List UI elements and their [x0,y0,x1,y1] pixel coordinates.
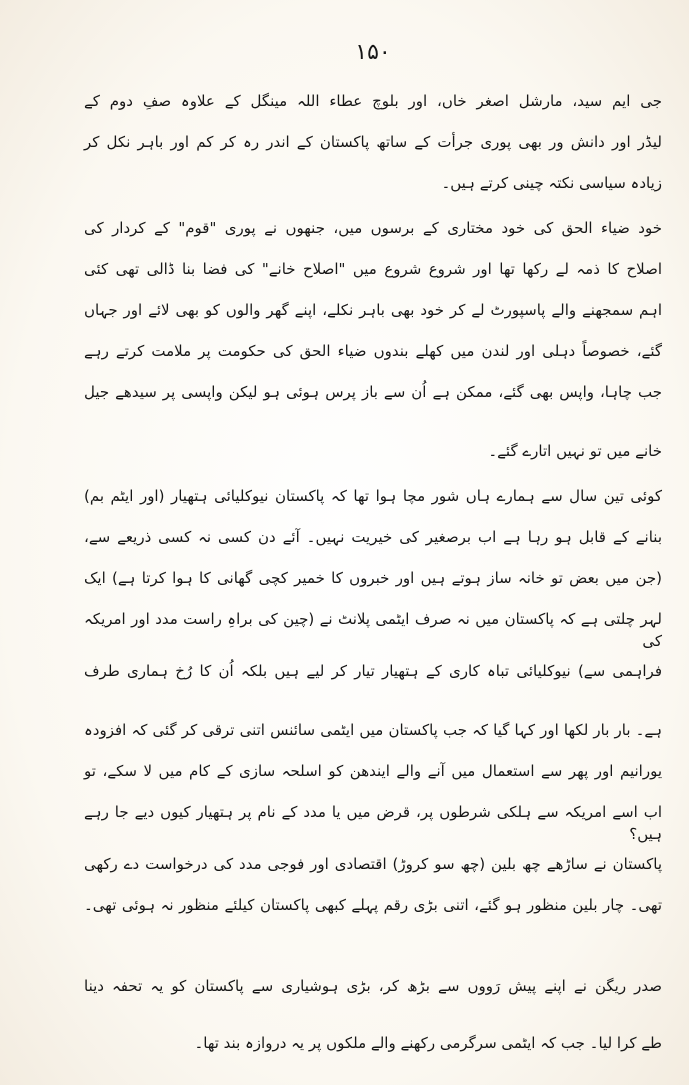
paragraph-2 [84,209,662,473]
page-number: ۱۵۰ [355,40,391,65]
text-line: فراہمی سے) نیوکلیائی تباہ کاری کے ہتھیار تیار کر لیے ہیں بلکہ اُن کا رُخ ہماری طرف [84,662,662,680]
text-line: کوئی تین سال سے ہمارے ہاں شور مچا ہوا تھا کہ پاکستان نیوکلیائی ہتھیار (اور ایٹم بم) [84,487,662,505]
paragraph-4 [84,967,662,1065]
text-line: لہر چلتی ہے کہ پاکستان میں نہ صرف ایٹمی پلانٹ نے (چین کی براہِ راست مدد اور امریکہ کی [84,610,662,650]
text-line: طے کرا لیا۔ جب کہ ایٹمی سرگرمی رکھنے والے ملکوں پر یہ دروازہ بند تھا۔ [194,1034,662,1052]
text-line: جب چاہا، واپس بھی گئے، ممکن ہے اُن سے باز پرس ہوئی ہو لیکن واپسی پر سیدھے جیل [84,383,662,401]
text-line: زیادہ سیاسی نکتہ چینی کرتے ہیں۔ [441,174,662,192]
paragraph-3 [84,477,662,927]
text-line: یورانیم اور پھر سے استعمال میں آنے والے ایندھن کو اسلحہ سازی کے کام میں لا سکے، تو [84,762,662,780]
text-line: خود ضیاء الحق کی خود مختاری کے برسوں میں، جنھوں نے پوری "قوم" کے کردار کی [84,219,662,237]
text-line: اب اسے امریکہ سے ہلکی شرطوں پر، قرض میں یا مدد کے نام پر ہتھیار کیوں دیے جا رہے ہیں؟ [84,803,662,843]
paragraph-1 [84,82,662,205]
text-line: جی ایم سید، مارشل اصغر خاں، اور بلوچ عطاء اللہ مینگل کے علاوہ صفِ دوم کے [84,92,662,110]
text-line: گئے، خصوصاً دہلی اور لندن میں کھلے بندوں ضیاء الحق کی حکومت پر ملامت کرتے رہے [84,342,662,360]
text-line: خانے میں تو نہیں اتارے گئے۔ [488,442,662,460]
text-line: پاکستان نے ساڑھے چھ بلین (چھ سو کروڑ) اقتصادی اور فوجی مدد کی درخواست دے رکھی [84,855,662,873]
text-line: ہے۔ بار بار لکھا اور کہا گیا کہ جب پاکستان میں ایٹمی سائنس اتنی ترقی کر گئی کہ افزودہ [84,721,662,739]
text-line: بنانے کے قابل ہو رہا ہے اب برصغیر کی خیریت نہیں۔ آئے دن کسی نہ کسی ذریعے سے، [84,528,662,546]
text-line: لیڈر اور دانش ور بھی پوری جرأت کے ساتھ پاکستان کے اندر رہ کر کم اور باہر نکل کر [84,133,662,151]
text-line: اصلاح کا ذمہ لے رکھا تھا اور شروع شروع میں "اصلاح خانے" کی فضا بنا ڈالی تھی کئی [84,260,662,278]
text-line: تھی۔ چار بلین منظور ہو گئے، اتنی بڑی رقم پہلے کبھی پاکستان کیلئے منظور نہ ہوئی تھی۔ [84,896,662,914]
text-line: اہم سمجھنے والے پاسپورٹ لے کر خود بھی باہر نکلے، اپنے گھر والوں کو بھی لائے اور جہاں [84,301,662,319]
text-line: صدر ریگن نے اپنے پیش رَووں سے بڑھ کر، بڑی ہوشیاری سے پاکستان کو یہ تحفہ دینا [84,977,662,995]
text-line: (جن میں بعض تو خانہ ساز ہوتے ہیں اور خبروں کا خمیر کچی گھانی کا ہوا کرتا ہے) ایک [84,569,662,587]
